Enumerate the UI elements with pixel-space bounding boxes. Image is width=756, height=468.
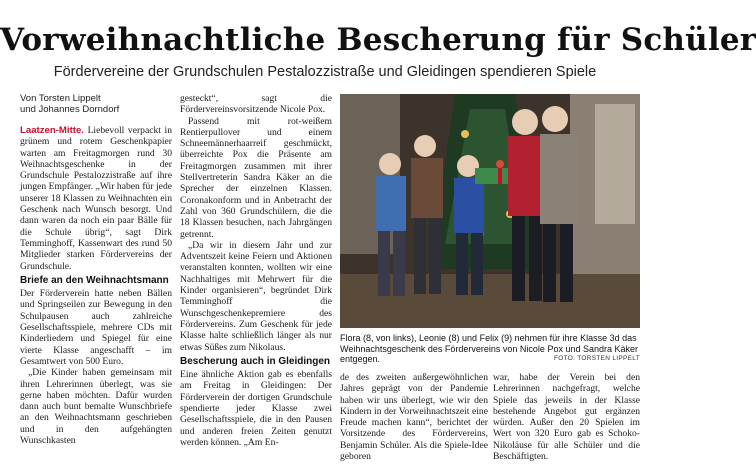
subheadline: Fördervereine der Grundschulen Pestalozzistraße und Gleidingen spendieren Spiele — [53, 64, 597, 80]
paragraph: Passend mit rot-weißem Rentierpullover und einem Schneemännerhaarreif geschmückt, überreichte Pox die Präsente am Freitagmorgen zusammen mit ihrer Stellvertreterin Sandra Käker an die Sprecher der einzelnen Klassen. Coronakonform und in Anbetracht der Zahl von 360 Grundschülern, die die 18 Klassen besuchen, nach Jahrgängen getrennt. — [180, 115, 332, 240]
lead-text: Liebevoll verpackt in grünem und rotem Geschenkpapier warten am Freitagmorgen rund 30 Weihnachtsgeschenke in der Grundschule Pestalozzistraße auf ihre jungen Empfänger. „Wir haben für jede unserer 18 Klassen zu Weihnachten ein Geschenk nach Wunsch besorgt. Und dann waren da noch ein paar Bälle für die Schule übrig“, sagt Dirk Temminghoff, Kassenwart des rund 50 Mitglieder starken Fördervereins der Grundschule. — [20, 125, 172, 272]
paragraph: Eine ähnliche Aktion gab es ebenfalls am Freitag in Gleidingen: Der Förderverein der dortigen Grundschule spendierte jeder Klasse zwei Gesellschaftsspiele, die in den Pausen und anderen freien Zeiten genutzt werden können. „Am En- — [180, 369, 332, 448]
subtitle-gleidingen: Bescherung auch in Gleidingen — [180, 355, 331, 367]
paragraph: „Die Kinder haben gemeinsam mit ihren Lehrerinnen überlegt, was sie gerne haben möchten. Dafür wurden dann auch bunt bemalte Wunschbriefe an den Weihnachtsmann geschrieben und in den aufgehängten Wunschkasten — [20, 367, 172, 447]
paragraph: „Da wir in diesem Jahr und zur Adventszeit keine Feiern und Aktionen veranstalten konnten, wollten wir eine Nachhaltiges mit Mehrwert für die Kinder organisieren“, begründet Dirk Temminghoff die Wunschgeschenkepremiere des Fördervereins. Zum Geschenk für jede Klasse halte schließlich länger als nur etwas Süßes zum Nikolaus. — [180, 239, 332, 353]
byline-line-2: und Johannes Dorndorf — [20, 104, 120, 115]
article-column-2 — [180, 93, 332, 468]
headline: Vorweihnachtliche Bescherung für Schüler — [0, 22, 756, 58]
byline — [20, 93, 170, 115]
paragraph: de des zweiten außergewöhnlichen Jahres geprägt von der Pandemie haben wir uns überlegt, wie wir den Kindern in der Vorweihnachtszeit eine Freude machen kann“, berichtet der Vorsitzende des Fördervereins, Benjamin Schüler. Als die Spiele-Idee geboren — [340, 372, 488, 463]
article-photo — [340, 94, 640, 328]
subtitle-letters: Briefe an den Weihnachtsmann — [20, 274, 169, 286]
paragraph: gesteckt“, sagt die Fördervereinsvorsitzende Nicole Pox. — [180, 93, 332, 116]
byline-line-1: Von Torsten Lippelt — [20, 93, 101, 104]
article-column-1 — [20, 125, 172, 468]
lead-paragraph — [20, 125, 172, 272]
photo-illustration — [340, 94, 640, 328]
article-column-3 — [340, 372, 488, 468]
paragraph: Der Förderverein hatte neben Bällen und Springseilen zur Bewegung in den Schulpausen auch zahlreiche Gesellschaftsspiele, mehrere CDs mit Kinderliedern und Spiegel für eine vierte Klasse angeschafft – im Gesamtwert von 500 Euro. — [20, 288, 172, 367]
dateline: Laatzen-Mitte. — [20, 125, 84, 136]
article-column-4 — [493, 372, 640, 468]
paragraph: war, habe der Verein bei den Lehrerinnen nachgefragt, welche Spiele das jeweils in der Klasse bestehende Angebot gut ergänzen würden. Außer den 20 Spielen im Wert von 320 Euro gab es Schoko-Nikoläuse für alle Schüler und die Beschäftigten. — [493, 372, 640, 463]
photo-credit: FOTO: TORSTEN LIPPELT — [553, 355, 640, 362]
photo-caption: Flora (8, von links), Leonie (8) und Felix (9) nehmen für ihre Klasse 3d das Weihnachtsgeschenk des Fördervereins von Nicole Pox und Sandra Käker entgegen. — [340, 333, 638, 364]
